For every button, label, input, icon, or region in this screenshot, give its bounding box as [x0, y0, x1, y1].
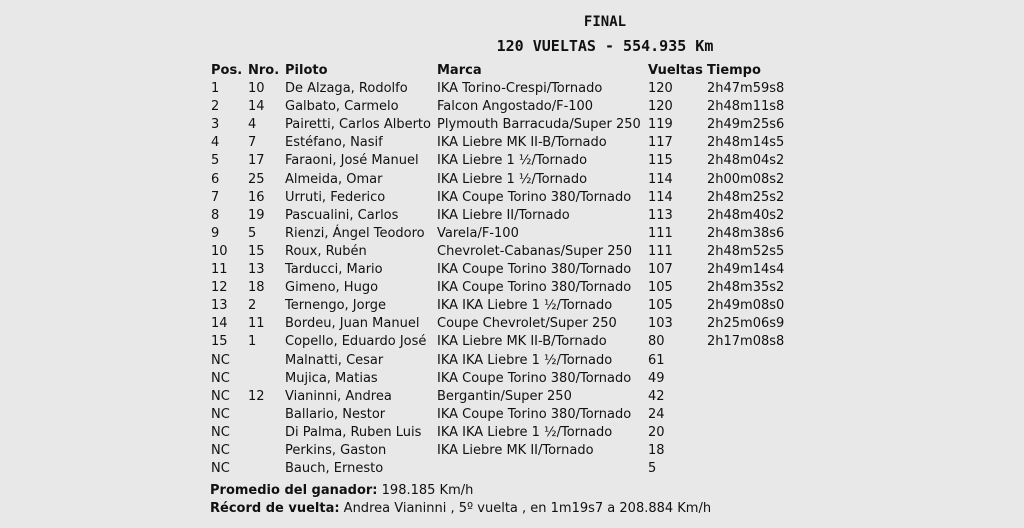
table-row	[211, 460, 797, 478]
cell-piloto: Urruti, Federico	[285, 189, 386, 205]
cell-tiempo	[707, 460, 797, 478]
cell-piloto: Perkins, Gaston	[285, 442, 387, 458]
cell-piloto: De Alzaga, Rodolfo	[285, 81, 408, 97]
cell-piloto: Pairetti, Carlos Alberto	[285, 117, 431, 133]
cell-vueltas: 5	[648, 461, 657, 477]
cell-pos: 13	[211, 298, 228, 314]
cell-pos: 9	[211, 225, 220, 241]
cell-tiempo: 2h49m08s0	[707, 298, 785, 314]
cell-nro: 14	[248, 99, 265, 115]
table-row	[211, 442, 797, 460]
cell-marca	[437, 460, 648, 478]
table-row	[211, 279, 797, 297]
cell-nro: 11	[248, 316, 265, 332]
cell-piloto: Bauch, Ernesto	[285, 461, 384, 477]
cell-vueltas: 80	[648, 334, 665, 350]
cell-tiempo	[707, 370, 797, 388]
cell-tiempo: 2h49m14s4	[707, 262, 785, 278]
winner-average	[210, 483, 473, 498]
cell-tiempo: 2h48m11s8	[707, 99, 785, 115]
cell-tiempo	[707, 442, 797, 460]
cell-marca: IKA IKA Liebre 1 ½/Tornado	[437, 298, 613, 314]
cell-vueltas: 114	[648, 189, 673, 205]
table-row	[211, 406, 797, 424]
cell-nro: 5	[248, 225, 257, 241]
cell-marca: IKA Coupe Torino 380/Tornado	[437, 280, 632, 296]
cell-piloto: Pascualini, Carlos	[285, 207, 399, 223]
cell-pos: 12	[211, 280, 228, 296]
cell-marca: IKA Coupe Torino 380/Tornado	[437, 189, 632, 205]
cell-tiempo: 2h17m08s8	[707, 334, 785, 350]
cell-pos: 5	[211, 153, 220, 169]
lap-record-label: Récord de vuelta:	[210, 501, 340, 516]
cell-tiempo: 2h48m40s2	[707, 207, 785, 223]
cell-piloto: Di Palma, Ruben Luis	[285, 424, 422, 440]
cell-nro: 15	[248, 243, 265, 259]
cell-tiempo: 2h00m08s2	[707, 171, 785, 187]
col-header-piloto: Piloto	[285, 63, 328, 78]
cell-marca: IKA Liebre 1 ½/Tornado	[437, 153, 588, 169]
cell-tiempo	[707, 424, 797, 442]
cell-pos: 14	[211, 316, 228, 332]
cell-nro: 10	[248, 81, 265, 97]
cell-tiempo	[707, 406, 797, 424]
cell-vueltas: 111	[648, 225, 673, 241]
cell-marca: IKA Coupe Torino 380/Tornado	[437, 370, 632, 386]
cell-pos: NC	[211, 388, 230, 404]
results-body	[211, 80, 797, 478]
cell-piloto: Tarducci, Mario	[285, 262, 383, 278]
cell-nro: 18	[248, 280, 265, 296]
table-row	[211, 225, 797, 243]
cell-piloto: Faraoni, José Manuel	[285, 153, 419, 169]
cell-nro: 4	[248, 117, 257, 133]
cell-piloto: Rienzi, Ángel Teodoro	[285, 225, 425, 241]
cell-tiempo: 2h48m14s5	[707, 135, 785, 151]
cell-nro: 19	[248, 207, 265, 223]
cell-marca: IKA IKA Liebre 1 ½/Tornado	[437, 424, 613, 440]
cell-pos: 11	[211, 262, 228, 278]
cell-vueltas: 120	[648, 81, 673, 97]
col-header-tiempo: Tiempo	[707, 63, 761, 78]
cell-marca: Plymouth Barracuda/Super 250	[437, 117, 641, 133]
table-row	[211, 134, 797, 152]
cell-pos: NC	[211, 424, 230, 440]
cell-vueltas: 20	[648, 424, 665, 440]
cell-vueltas: 49	[648, 370, 665, 386]
cell-tiempo: 2h48m38s6	[707, 225, 785, 241]
cell-nro: 13	[248, 262, 265, 278]
cell-marca: IKA Liebre MK II/Tornado	[437, 442, 594, 458]
cell-piloto: Galbato, Carmelo	[285, 99, 399, 115]
cell-vueltas: 114	[648, 171, 673, 187]
cell-tiempo: 2h48m04s2	[707, 153, 785, 169]
results-table	[211, 62, 797, 478]
cell-piloto: Mujica, Matias	[285, 370, 378, 386]
cell-pos: 6	[211, 171, 220, 187]
cell-marca: IKA Liebre MK II-B/Tornado	[437, 135, 607, 151]
cell-piloto: Ternengo, Jorge	[285, 298, 386, 314]
cell-piloto: Ballario, Nestor	[285, 406, 386, 422]
cell-marca: IKA Liebre 1 ½/Tornado	[437, 171, 588, 187]
table-row	[211, 424, 797, 442]
cell-piloto: Malnatti, Cesar	[285, 352, 384, 368]
cell-pos: 4	[211, 135, 220, 151]
table-row	[211, 80, 797, 98]
cell-piloto: Estéfano, Nasif	[285, 135, 383, 151]
cell-marca: IKA IKA Liebre 1 ½/Tornado	[437, 352, 613, 368]
cell-tiempo: 2h48m25s2	[707, 189, 785, 205]
cell-pos: 7	[211, 189, 220, 205]
cell-vueltas: 105	[648, 298, 673, 314]
cell-vueltas: 103	[648, 316, 673, 332]
cell-pos: 10	[211, 243, 228, 259]
table-row	[211, 243, 797, 261]
cell-marca: IKA Torino-Crespi/Tornado	[437, 81, 603, 97]
table-row	[211, 333, 797, 351]
cell-pos: 2	[211, 99, 220, 115]
cell-nro: 12	[248, 388, 265, 404]
cell-vueltas: 111	[648, 243, 673, 259]
cell-pos: 15	[211, 334, 228, 350]
col-header-pos: Pos.	[211, 63, 243, 78]
table-row	[211, 152, 797, 170]
cell-piloto: Bordeu, Juan Manuel	[285, 316, 420, 332]
table-row	[211, 98, 797, 116]
cell-tiempo	[707, 388, 797, 406]
cell-nro	[248, 424, 285, 442]
cell-vueltas: 119	[648, 117, 673, 133]
cell-piloto: Almeida, Omar	[285, 171, 383, 187]
cell-tiempo: 2h25m06s9	[707, 316, 785, 332]
cell-marca: Chevrolet-Cabanas/Super 250	[437, 243, 633, 259]
cell-tiempo: 2h48m52s5	[707, 243, 785, 259]
table-row	[211, 370, 797, 388]
table-header-row	[211, 62, 797, 80]
cell-nro: 25	[248, 171, 265, 187]
cell-marca: Varela/F-100	[437, 225, 519, 241]
cell-marca: IKA Coupe Torino 380/Tornado	[437, 262, 632, 278]
cell-nro: 2	[248, 298, 257, 314]
cell-nro: 17	[248, 153, 265, 169]
cell-pos: NC	[211, 406, 230, 422]
cell-vueltas: 117	[648, 135, 673, 151]
cell-tiempo: 2h47m59s8	[707, 81, 785, 97]
table-row	[211, 388, 797, 406]
cell-piloto: Copello, Eduardo José	[285, 334, 427, 350]
cell-pos: NC	[211, 461, 230, 477]
cell-vueltas: 105	[648, 280, 673, 296]
winner-average-label: Promedio del ganador:	[210, 483, 378, 498]
cell-tiempo	[707, 352, 797, 370]
cell-nro	[248, 442, 285, 460]
table-row	[211, 261, 797, 279]
col-header-vueltas: Vueltas	[648, 63, 703, 78]
cell-tiempo: 2h48m35s2	[707, 280, 785, 296]
cell-vueltas: 42	[648, 388, 665, 404]
table-row	[211, 207, 797, 225]
cell-marca: Falcon Angostado/F-100	[437, 99, 594, 115]
table-row	[211, 116, 797, 134]
cell-marca: Coupe Chevrolet/Super 250	[437, 316, 617, 332]
cell-pos: NC	[211, 442, 230, 458]
cell-nro	[248, 460, 285, 478]
table-row	[211, 297, 797, 315]
cell-nro: 7	[248, 135, 257, 151]
cell-marca: Bergantin/Super 250	[437, 388, 572, 404]
cell-tiempo: 2h49m25s6	[707, 117, 785, 133]
table-row	[211, 315, 797, 333]
cell-pos: 1	[211, 81, 220, 97]
race-subtitle: 120 VUELTAS - 554.935 Km	[496, 37, 714, 55]
cell-nro: 1	[248, 334, 257, 350]
cell-nro	[248, 406, 285, 424]
cell-pos: NC	[211, 352, 230, 368]
cell-vueltas: 115	[648, 153, 673, 169]
table-row	[211, 189, 797, 207]
col-header-nro: Nro.	[248, 63, 280, 78]
table-row	[211, 352, 797, 370]
cell-vueltas: 120	[648, 99, 673, 115]
cell-piloto: Gimeno, Hugo	[285, 280, 379, 296]
lap-record-value: Andrea Vianinni , 5º vuelta , en 1m19s7 a 208.884 Km/h	[339, 501, 712, 516]
table-row	[211, 171, 797, 189]
cell-nro	[248, 352, 285, 370]
cell-piloto: Vianinni, Andrea	[285, 388, 392, 404]
cell-nro	[248, 370, 285, 388]
cell-pos: 3	[211, 117, 220, 133]
winner-average-value: 198.185 Km/h	[377, 483, 474, 498]
cell-vueltas: 24	[648, 406, 665, 422]
cell-vueltas: 18	[648, 442, 665, 458]
cell-vueltas: 61	[648, 352, 665, 368]
cell-pos: NC	[211, 370, 230, 386]
cell-nro: 16	[248, 189, 265, 205]
col-header-marca: Marca	[437, 63, 482, 78]
cell-piloto: Roux, Rubén	[285, 243, 367, 259]
cell-vueltas: 113	[648, 207, 673, 223]
cell-vueltas: 107	[648, 262, 673, 278]
cell-pos: 8	[211, 207, 220, 223]
lap-record	[210, 501, 711, 516]
cell-marca: IKA Liebre MK II-B/Tornado	[437, 334, 607, 350]
cell-marca: IKA Liebre II/Tornado	[437, 207, 570, 223]
race-title: FINAL	[583, 14, 627, 30]
cell-marca: IKA Coupe Torino 380/Tornado	[437, 406, 632, 422]
